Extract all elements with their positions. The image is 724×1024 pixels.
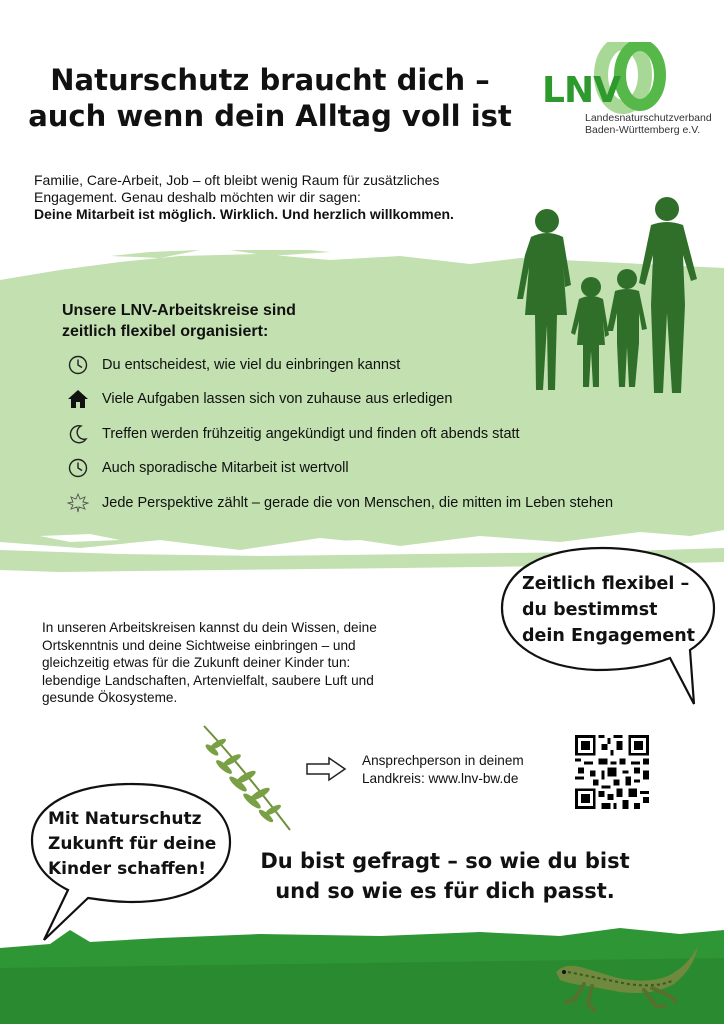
arbeitskreise-heading — [62, 300, 296, 342]
leaf-icon — [66, 492, 90, 514]
list-item — [66, 457, 349, 479]
closing-line-2: und so wie es für dich passt. — [275, 879, 615, 903]
list-item-text: Viele Aufgaben lassen sich von zuhause aus erledigen — [102, 391, 453, 407]
contact-line-1: Ansprechperson in deinem — [362, 753, 524, 768]
body-paragraph — [42, 619, 442, 707]
list-item — [66, 423, 520, 445]
logo-subtitle — [585, 112, 712, 136]
heading-line-2: zeitlich flexibel organisiert: — [62, 323, 269, 340]
closing-line-1: Du bist gefragt – so wie du bist — [260, 849, 630, 873]
title-line-2: auch wenn dein Alltag voll ist — [28, 99, 512, 133]
body-line-1: In unseren Arbeitskreisen kannst du dein Wissen, deine — [42, 620, 377, 635]
bubble-right-text — [522, 571, 695, 649]
bubble-left-text — [48, 807, 216, 882]
heading-line-1: Unsere LNV-Arbeitskreise sind — [62, 302, 296, 319]
bubble-left-line-3: Kinder schaffen! — [48, 859, 207, 879]
intro-bold-line: Deine Mitarbeit ist möglich. Wirklich. Und herzlich willkommen. — [34, 206, 454, 222]
logo-letters: LNV — [542, 70, 620, 111]
title-line-1: Naturschutz braucht dich – — [50, 63, 490, 97]
list-item — [66, 492, 613, 514]
bubble-left-line-2: Zukunft für deine — [48, 834, 217, 854]
page-title — [20, 62, 520, 134]
bubble-right-line-1: Zeitlich flexibel – — [522, 574, 690, 594]
house-icon — [66, 388, 90, 410]
list-item-text: Du entscheidest, wie viel du einbringen kannst — [102, 357, 401, 373]
contact-text — [362, 752, 524, 788]
family-silhouette — [505, 195, 720, 395]
bubble-right-line-3: dein Engagement — [522, 626, 696, 646]
intro-line-1: Familie, Care-Arbeit, Job – oft bleibt wenig Raum für zusätzliches — [34, 172, 440, 188]
clock-icon — [66, 457, 90, 479]
arrow-right-icon — [305, 756, 347, 782]
lizard-icon — [548, 938, 708, 1018]
qr-code[interactable] — [575, 735, 649, 809]
contact-line-2: Landkreis: www.lnv-bw.de — [362, 771, 519, 786]
closing-statement — [240, 846, 650, 906]
list-item — [66, 354, 400, 376]
body-line-5: gesunde Ökosysteme. — [42, 690, 178, 705]
clock-icon — [66, 354, 90, 376]
body-line-2: Ortskenntnis und deine Sichtweise einbringen – und — [42, 637, 356, 653]
list-item-text: Treffen werden frühzeitig angekündigt und finden oft abends statt — [102, 426, 520, 442]
list-item-text: Auch sporadische Mitarbeit ist wertvoll — [102, 460, 349, 476]
logo-sub-line-2: Baden-Württemberg e.V. — [585, 124, 701, 136]
body-line-4: lebendige Landschaften, Artenvielfalt, saubere Luft und — [42, 672, 374, 688]
body-line-3: gleichzeitig etwas für die Zukunft deiner Kinder tun: — [42, 655, 351, 670]
bubble-right-line-2: du bestimmst — [522, 600, 658, 620]
bubble-left-line-1: Mit Naturschutz — [48, 809, 202, 829]
intro-line-2: Engagement. Genau deshalb möchten wir dir sagen: — [34, 189, 361, 205]
moon-icon — [66, 423, 90, 445]
intro-text — [34, 172, 514, 223]
list-item — [66, 388, 452, 410]
logo-sub-line-1: Landesnaturschutzverband — [585, 112, 712, 124]
list-item-text: Jede Perspektive zählt – gerade die von Menschen, die mitten im Leben stehen — [102, 495, 614, 511]
